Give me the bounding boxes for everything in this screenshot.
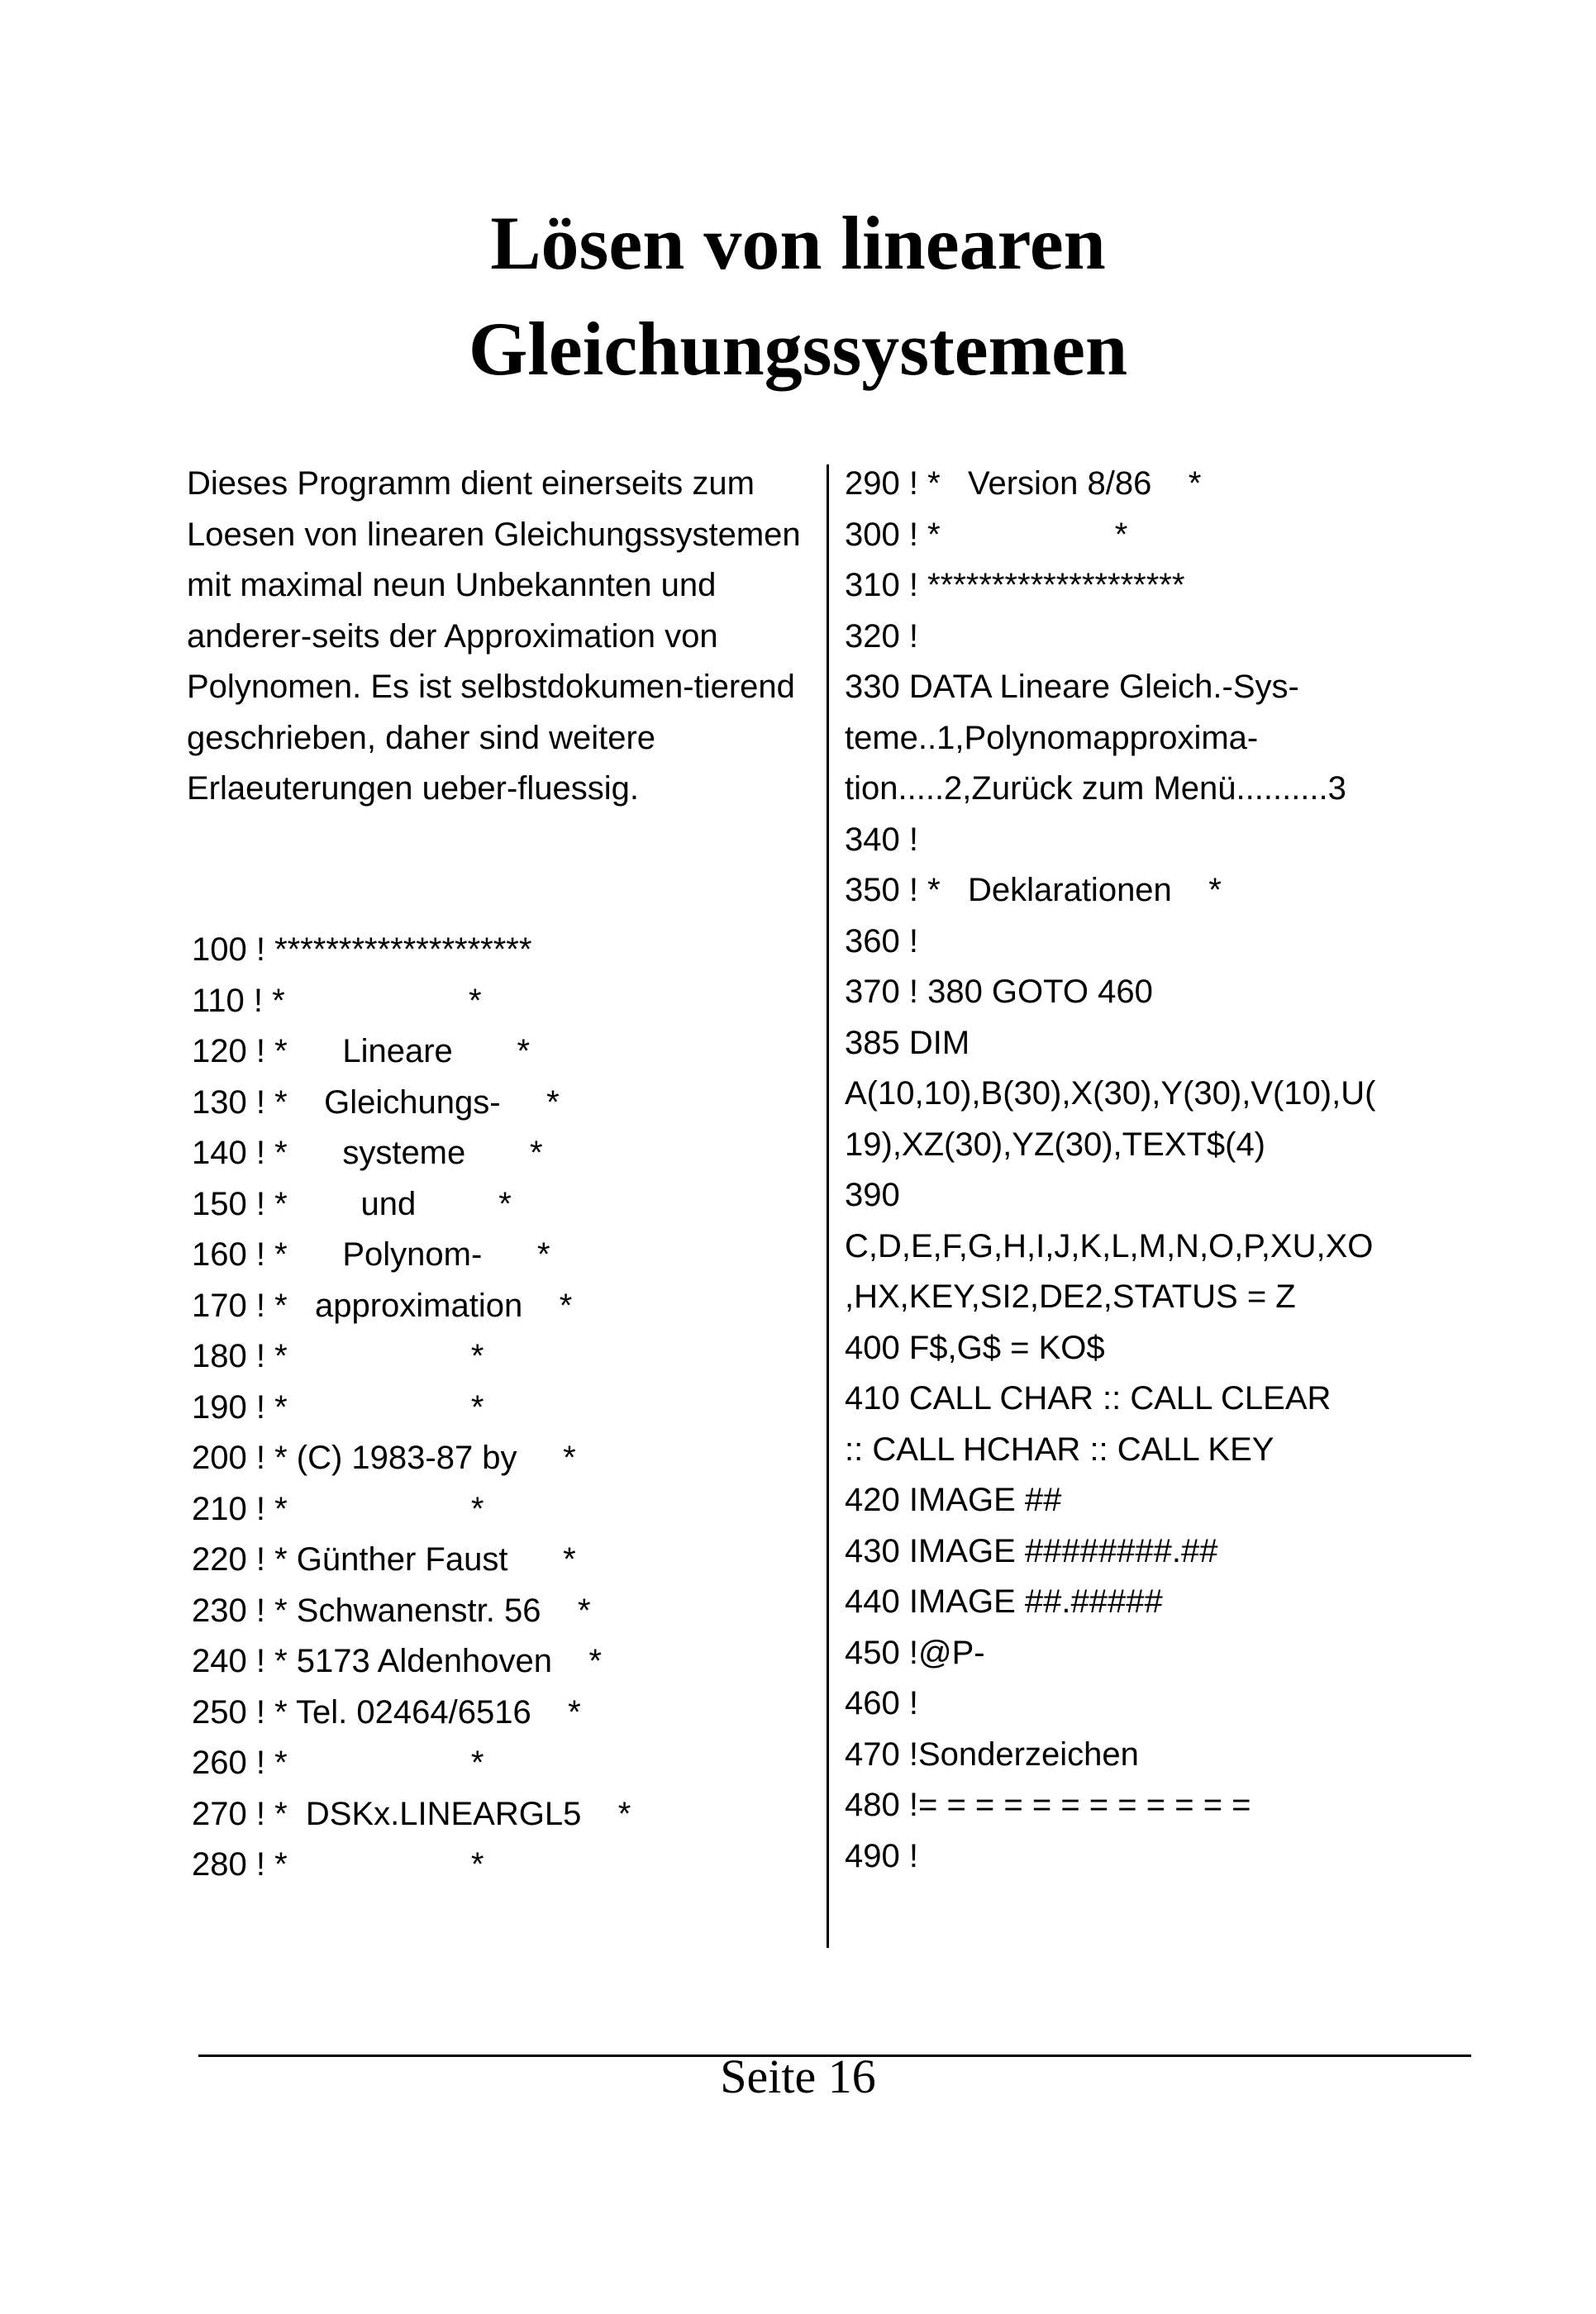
- right-code-line: C,D,E,F,G,H,I,J,K,L,M,N,O,P,XU,XO: [845, 1227, 1374, 1264]
- right-code-line: 440 IMAGE ##.#####: [845, 1583, 1163, 1620]
- left-code-line: 260 ! * *: [192, 1745, 484, 1781]
- right-code-line: 300 ! * *: [845, 516, 1128, 553]
- left-code-line: 210 ! * *: [192, 1490, 484, 1527]
- page-title-line-2: Gleichungssystemen: [468, 307, 1128, 391]
- left-code-line: 150 ! * und *: [192, 1185, 512, 1222]
- right-code-line: 490 !: [845, 1837, 918, 1874]
- left-code-line: 140 ! * systeme *: [192, 1135, 543, 1171]
- right-code-line: 385 DIM: [845, 1024, 970, 1061]
- right-code-line: :: CALL HCHAR :: CALL KEY: [845, 1431, 1274, 1468]
- left-code-line: 200 ! * (C) 1983-87 by *: [192, 1440, 576, 1476]
- left-code-line: 160 ! * Polynom- *: [192, 1236, 550, 1273]
- left-code-line: 190 ! * *: [192, 1388, 484, 1426]
- left-code-line: 100 ! ********************: [192, 931, 532, 968]
- left-code-column: [192, 925, 631, 1891]
- left-code-line: 180 ! * *: [192, 1338, 484, 1374]
- left-code-line: 220 ! * Günther Faust *: [192, 1541, 576, 1578]
- right-code-line: ,HX,KEY,SI2,DE2,STATUS = Z: [845, 1278, 1296, 1315]
- right-code-line: 320 !: [845, 617, 918, 655]
- right-code-line: 480 != = = = = = = = = = = =: [845, 1787, 1251, 1823]
- right-code-line: A(10,10),B(30),X(30),Y(30),V(10),U(: [845, 1075, 1376, 1112]
- right-code-line: 340 !: [845, 821, 918, 858]
- left-code-line: 250 ! * Tel. 02464/6516 *: [192, 1693, 581, 1731]
- right-code-line: 370 ! 380 GOTO 460: [845, 974, 1153, 1010]
- right-code-line: 400 F$,G$ = KO$: [845, 1329, 1105, 1366]
- right-code-line: 19),XZ(30),YZ(30),TEXT$(4): [845, 1126, 1266, 1163]
- left-code-line: 280 ! * *: [192, 1846, 484, 1883]
- left-code-line: 120 ! * Lineare *: [192, 1033, 531, 1069]
- right-code-line: 420 IMAGE ##: [845, 1482, 1062, 1518]
- page-title-line-1: Lösen von linearen: [490, 201, 1106, 285]
- right-code-column: [845, 459, 1375, 1882]
- right-code-line: 330 DATA Lineare Gleich.-Sys-: [845, 669, 1299, 705]
- left-code-line: 130 ! * Gleichungs- *: [192, 1083, 560, 1121]
- right-code-line: 390: [845, 1177, 900, 1213]
- right-code-line: tion.....2,Zurück zum Menü..........3: [845, 770, 1346, 807]
- right-code-line: teme..1,Polynomapproxima-: [845, 719, 1259, 756]
- right-code-line: 460 !: [845, 1685, 918, 1721]
- intro-paragraph: Dieses Programm dient einerseits zum Loesen von linearen Gleichungssystemen mit maximal neun Unbekannten und anderer-seits der Approximation von Polynomen. Es ist selbstdokumen-tierend geschrieben, daher sind weitere Erlaeuterungen ueber-fluessig.: [187, 465, 801, 807]
- left-code-line: 240 ! * 5173 Aldenhoven *: [192, 1643, 602, 1679]
- left-code-line: 110 ! * *: [192, 982, 482, 1019]
- right-code-line: 430 IMAGE ########.##: [845, 1532, 1218, 1569]
- page-number: Seite 16: [720, 2050, 876, 2103]
- column-divider: [827, 464, 829, 1948]
- left-code-line: 230 ! * Schwanenstr. 56 *: [192, 1592, 591, 1629]
- left-code-line: 270 ! * DSKx.LINEARGL5 *: [192, 1795, 631, 1832]
- right-code-line: 290 ! * Version 8/86 *: [845, 465, 1202, 502]
- right-code-line: 450 !@P-: [845, 1634, 985, 1671]
- right-code-line: 410 CALL CHAR :: CALL CLEAR: [845, 1380, 1332, 1416]
- right-code-line: 470 !Sonderzeichen: [845, 1736, 1139, 1773]
- right-code-line: 350 ! * Deklarationen *: [845, 872, 1222, 908]
- right-code-line: 310 ! ********************: [845, 567, 1185, 603]
- left-code-line: 170 ! * approximation *: [192, 1287, 573, 1324]
- right-code-line: 360 !: [845, 922, 918, 959]
